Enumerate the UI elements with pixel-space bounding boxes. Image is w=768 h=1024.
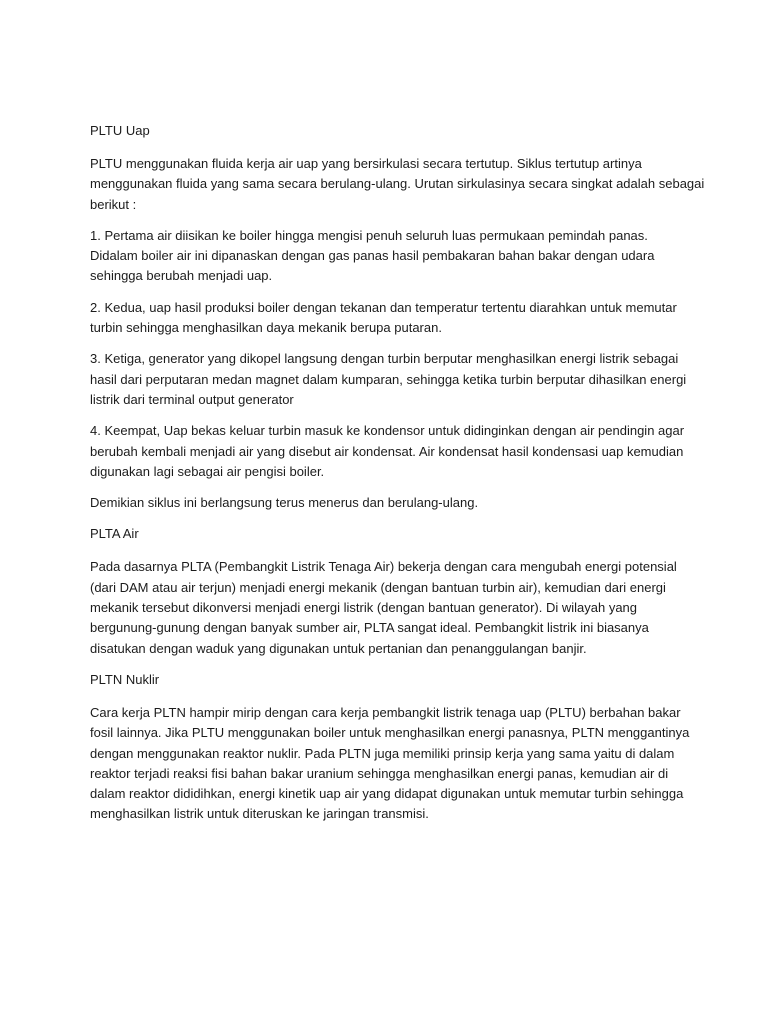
text-line: listrik dari terminal output generator xyxy=(90,391,294,407)
text-line: (dari DAM atau air terjun) menjadi energi mekanik (dengan bantuan turbin air), kemudian dari energi xyxy=(90,579,666,595)
section-plta xyxy=(90,524,690,658)
text-line: disatukan dengan waduk yang digunakan untuk pertanian dan penanggulangan banjir. xyxy=(90,640,587,656)
text-line: dengan menggunakan reaktor nuklir. Pada PLTN juga memiliki prinsip kerja yang sama yaitu di dalam xyxy=(90,745,675,761)
section-pltn xyxy=(90,670,690,825)
text-line: mekanik tersebut dikonversi menjadi energi listrik (dengan bantuan generator). Di wilayah yang xyxy=(90,600,638,616)
text-line: 2. Kedua, uap hasil produksi boiler dengan tekanan dan temperatur tertentu diarahkan untuk memutar xyxy=(90,299,677,315)
paragraph xyxy=(90,421,690,482)
text-line: 1. Pertama air diisikan ke boiler hingga mengisi penuh seluruh luas permukaan pemindah panas. xyxy=(90,227,648,243)
text-line: PLTU menggunakan fluida kerja air uap yang bersirkulasi secara tertutup. Siklus tertutup artinya xyxy=(90,156,642,171)
text-line: reaktor terjadi reaksi fisi bahan bakar uranium sehingga menghasilkan energi panas, kemudian air di xyxy=(90,765,669,781)
paragraph xyxy=(90,557,690,658)
text-line: 3. Ketiga, generator yang dikopel langsung dengan turbin berputar menghasilkan energi listrik sebagai xyxy=(90,351,679,367)
paragraph xyxy=(90,349,690,410)
text-line: dalam reaktor dididihkan, energi kinetik uap air yang didapat digunakan untuk memutar turbin sehingga xyxy=(90,786,684,802)
text-line: Didalam boiler air ini dipanaskan dengan gas panas hasil pembakaran bahan bakar dengan udara xyxy=(90,248,655,264)
text-line: turbin sehingga menghasilkan daya mekanik berupa putaran. xyxy=(90,320,442,336)
text-line: hasil dari perputaran medan magnet dalam kumparan, sehingga ketika turbin berputar dihasilkan energi xyxy=(90,371,687,387)
text-line: menghasilkan listrik untuk diteruskan ke jaringan transmisi. xyxy=(90,806,429,822)
text-line: berubah kembali menjadi air yang disebut air kondensat. Air kondensat hasil kondensasi uap kemudian xyxy=(90,443,684,459)
paragraph xyxy=(90,298,690,339)
text-line: Demikian siklus ini berlangsung terus menerus dan berulang-ulang. xyxy=(90,495,479,511)
section-pltu xyxy=(90,121,705,513)
text-line: berikut : xyxy=(90,196,137,212)
text-line: Cara kerja PLTN hampir mirip dengan cara kerja pembangkit listrik tenaga uap (PLTU) berbahan bakar xyxy=(90,704,681,720)
paragraph xyxy=(90,226,690,287)
text-line: Pada dasarnya PLTA (Pembangkit Listrik Tenaga Air) bekerja dengan cara mengubah energi potensial xyxy=(90,559,677,575)
document-page xyxy=(90,121,705,836)
paragraph xyxy=(90,703,690,825)
section-heading: PLTU Uap xyxy=(90,123,150,138)
section-heading: PLTN Nuklir xyxy=(90,671,160,687)
text-line: menggunakan fluida yang sama secara berulang-ulang. Urutan sirkulasinya secara singkat adalah sebagai xyxy=(90,176,705,192)
section-heading: PLTA Air xyxy=(90,526,139,542)
text-line: sehingga berubah menjadi uap. xyxy=(90,268,273,284)
text-line: 4. Keempat, Uap bekas keluar turbin masuk ke kondensor untuk didinginkan dengan air pendingin agar xyxy=(90,423,685,439)
text-line: bergunung-gunung dengan banyak sumber air, PLTA sangat ideal. Pembangkit listrik ini biasanya xyxy=(90,620,649,636)
text-line: digunakan lagi sebagai air pengisi boiler. xyxy=(90,463,325,479)
paragraph xyxy=(90,154,705,215)
paragraph xyxy=(90,493,690,513)
text-line: fosil lainnya. Jika PLTU menggunakan boiler untuk menghasilkan energi panasnya, PLTN menggantinya xyxy=(90,725,690,741)
